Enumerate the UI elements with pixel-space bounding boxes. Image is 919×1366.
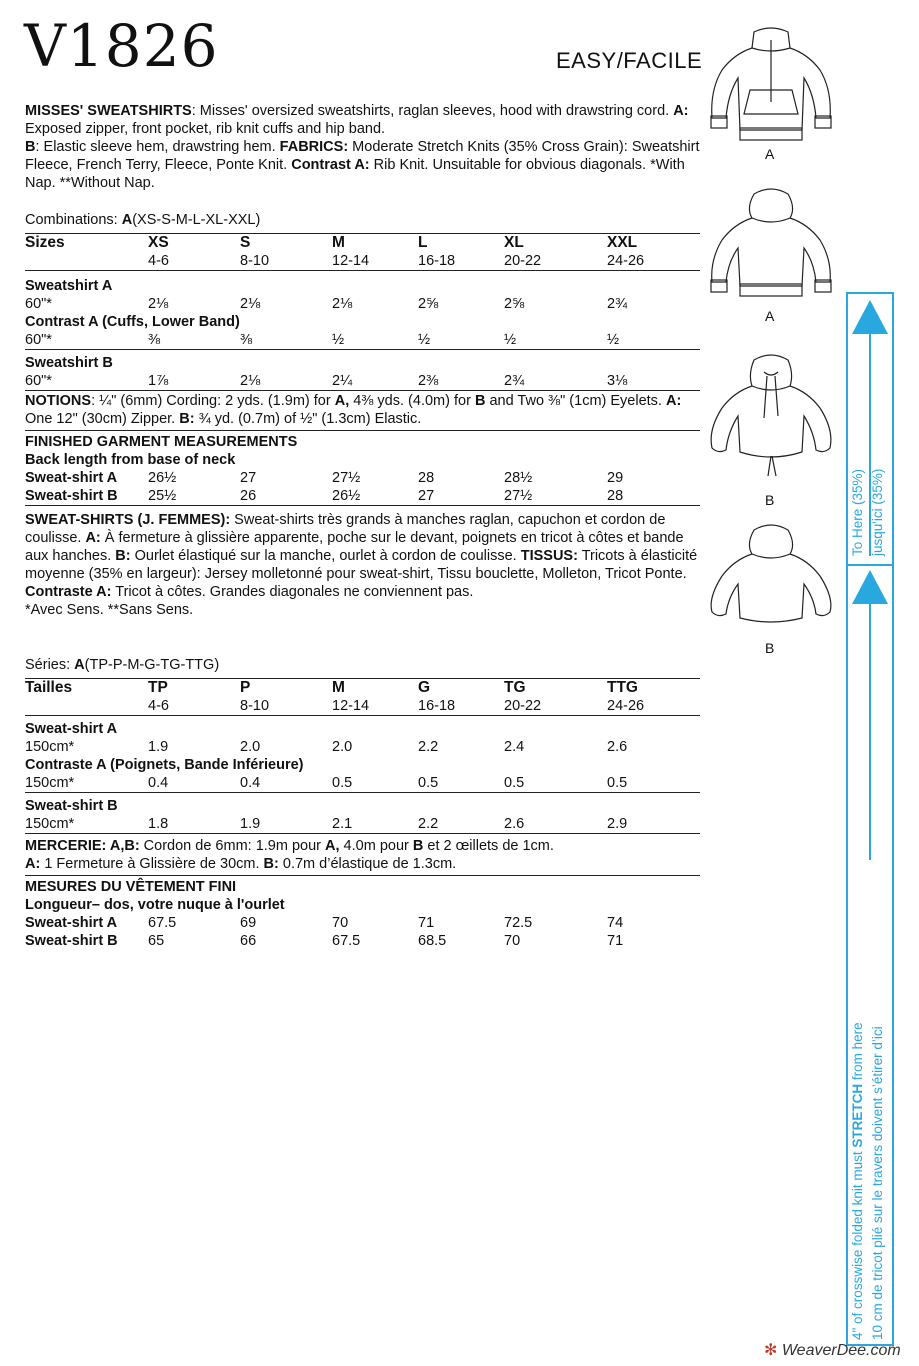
table-row: Sweat-shirt B 65 66 67.5 68.5 70 71 — [25, 933, 624, 949]
table-row: 60"* ⅜ ⅜ ½ ½ ½ ½ — [25, 331, 700, 350]
table-row: 60"* 2⅛ 2⅛ 2⅛ 2⅝ 2⅝ 2¾ — [25, 296, 628, 312]
pattern-number: V1826 — [24, 12, 219, 80]
table-row: 150cm* 1.8 1.9 2.1 2.2 2.6 2.9 — [25, 815, 700, 834]
table-row: Sweat-shirt A 67.5 69 70 71 72.5 74 — [25, 915, 624, 931]
size-number-row: 4-6 8-10 12-14 16-18 20-22 24-26 — [25, 697, 700, 716]
stretch-instruction-fr: 10 cm de tricot plié sur le travers doivent s’étirer d’ici — [870, 1026, 885, 1340]
series-line: Séries: A(TP-P-M-G-TG-TTG) — [25, 657, 220, 673]
yardage-table-en — [25, 233, 700, 391]
divider — [25, 430, 700, 431]
table-row: Contrast A (Cuffs, Lower Band) — [25, 314, 240, 330]
sizes-label: Sizes — [25, 234, 148, 253]
view-label: A — [765, 146, 775, 162]
description-fr: SWEAT-SHIRTS (J. FEMMES): Sweat-shirts très grands à manches raglan, capuchon et cordon de coulisse. A: À fermeture à glissière apparente, poche sur le devant, poignets en tricot à côtes et bande aux hanches. B: Ourlet élastiqué sur la manche, ourlet à cordon de coulisse. TISSUS: Tricots à élasticité moyenne (35% en largeur): Jersey molletonné pour sweat-shirt, Tissu bouclette, Molleton, Tricot Ponte. Contraste A: Tricot à côtes. Grandes diagonales ne conviennent pas. *Avec Sens. **Sans Sens. — [25, 512, 698, 618]
view-label: B — [765, 492, 775, 508]
view-label: B — [765, 640, 775, 656]
divider — [25, 875, 700, 876]
sweatshirt-a-back-illustration — [704, 186, 838, 302]
sweatshirt-a-front-illustration — [704, 18, 838, 144]
table-row: 150cm* 0.4 0.4 0.5 0.5 0.5 0.5 — [25, 774, 700, 793]
yardage-table-fr — [25, 678, 700, 834]
sweatshirt-b-back-illustration — [704, 522, 838, 638]
table-row: Sweat-shirt A — [25, 721, 118, 737]
spool-icon: ✻ — [764, 1342, 778, 1359]
table-row: 60"* 1⅞ 2⅛ 2¼ 2⅜ 2¾ 3⅛ — [25, 372, 700, 391]
sweatshirt-b-front-illustration — [704, 352, 838, 488]
difficulty-label: EASY/FACILE — [556, 48, 703, 73]
notions-en: NOTIONS: ¼" (6mm) Cording: 2 yds. (1.9m) for A, 4⅜ yds. (4.0m) for B and Two ⅜" (1cm) Eyelets. A: One 12" (30cm) Zipper. B: ¾ yd. (0.7m) of ½" (1.3cm) Elastic. — [25, 393, 682, 427]
size-header-row: Tailles TP P M G TG TTG — [25, 679, 700, 698]
size-header-row: Sizes XS S M L XL XXL — [25, 234, 700, 253]
table-row: Sweatshirt A — [25, 278, 113, 294]
finished-measurements-fr: MESURES DU VÊTEMENT FINI Longueur– dos, votre nuque à l'ourlet Sweat-shirt A 67.5 69 70 71 72.5 74 Sweat-shirt B 65 66 67.5 68.5 70 71 — [25, 878, 700, 950]
size-number-row: 4-6 8-10 12-14 16-18 20-22 24-26 — [25, 252, 700, 271]
tailles-label: Tailles — [25, 679, 148, 698]
to-here-en: To Here (35%) — [850, 468, 865, 556]
watermark-logo: ✻ WeaverDee.com — [764, 1342, 901, 1359]
finished-measurements-en: FINISHED GARMENT MEASUREMENTS Back length from base of neck Sweat-shirt A 26½ 27 27½ 28 28½ 29 Sweat-shirt B 25½ 26 26½ 27 27½ 28 — [25, 433, 700, 506]
table-row: Contraste A (Poignets, Bande Inférieure) — [25, 757, 304, 773]
view-label: A — [765, 308, 775, 324]
mercerie-fr: MERCERIE: A,B: Cordon de 6mm: 1.9m pour A, 4.0m pour B et 2 œillets de 1cm. A: 1 Fermeture à Glissière de 30cm. B: 0.7m d’élastique de 1.3cm. — [25, 838, 554, 872]
combinations-line: Combinations: A(XS-S-M-L-XL-XXL) — [25, 212, 261, 228]
stretch-instruction-en: 4" of crosswise folded knit must STRETCH from here — [850, 1022, 865, 1340]
stretch-gauge-ruler — [846, 292, 894, 1346]
to-here-fr: jusqu'ici (35%) — [870, 468, 885, 556]
table-row: Sweat-shirt B 25½ 26 26½ 27 27½ 28 — [25, 487, 700, 506]
table-row: Sweat-shirt B — [25, 798, 118, 814]
table-row: Sweatshirt B — [25, 355, 113, 371]
table-row: Sweat-shirt A 26½ 27 27½ 28 28½ 29 — [25, 470, 624, 486]
description-en: MISSES' SWEATSHIRTS: Misses' oversized sweatshirts, raglan sleeves, hood with drawstring cord. A: Exposed zipper, front pocket, rib knit cuffs and hip band. B: Elastic sleeve hem, drawstring hem. FABRICS: Moderate Stretch Knits (35% Cross Grain): Sweatshirt Fleece, French Terry, Fleece, Ponte Knit. Contrast A: Rib Knit. Unsuitable for obvious diagonals. *With Nap. **Without Nap. — [25, 103, 700, 191]
table-row: 150cm* 1.9 2.0 2.0 2.2 2.4 2.6 — [25, 739, 628, 755]
